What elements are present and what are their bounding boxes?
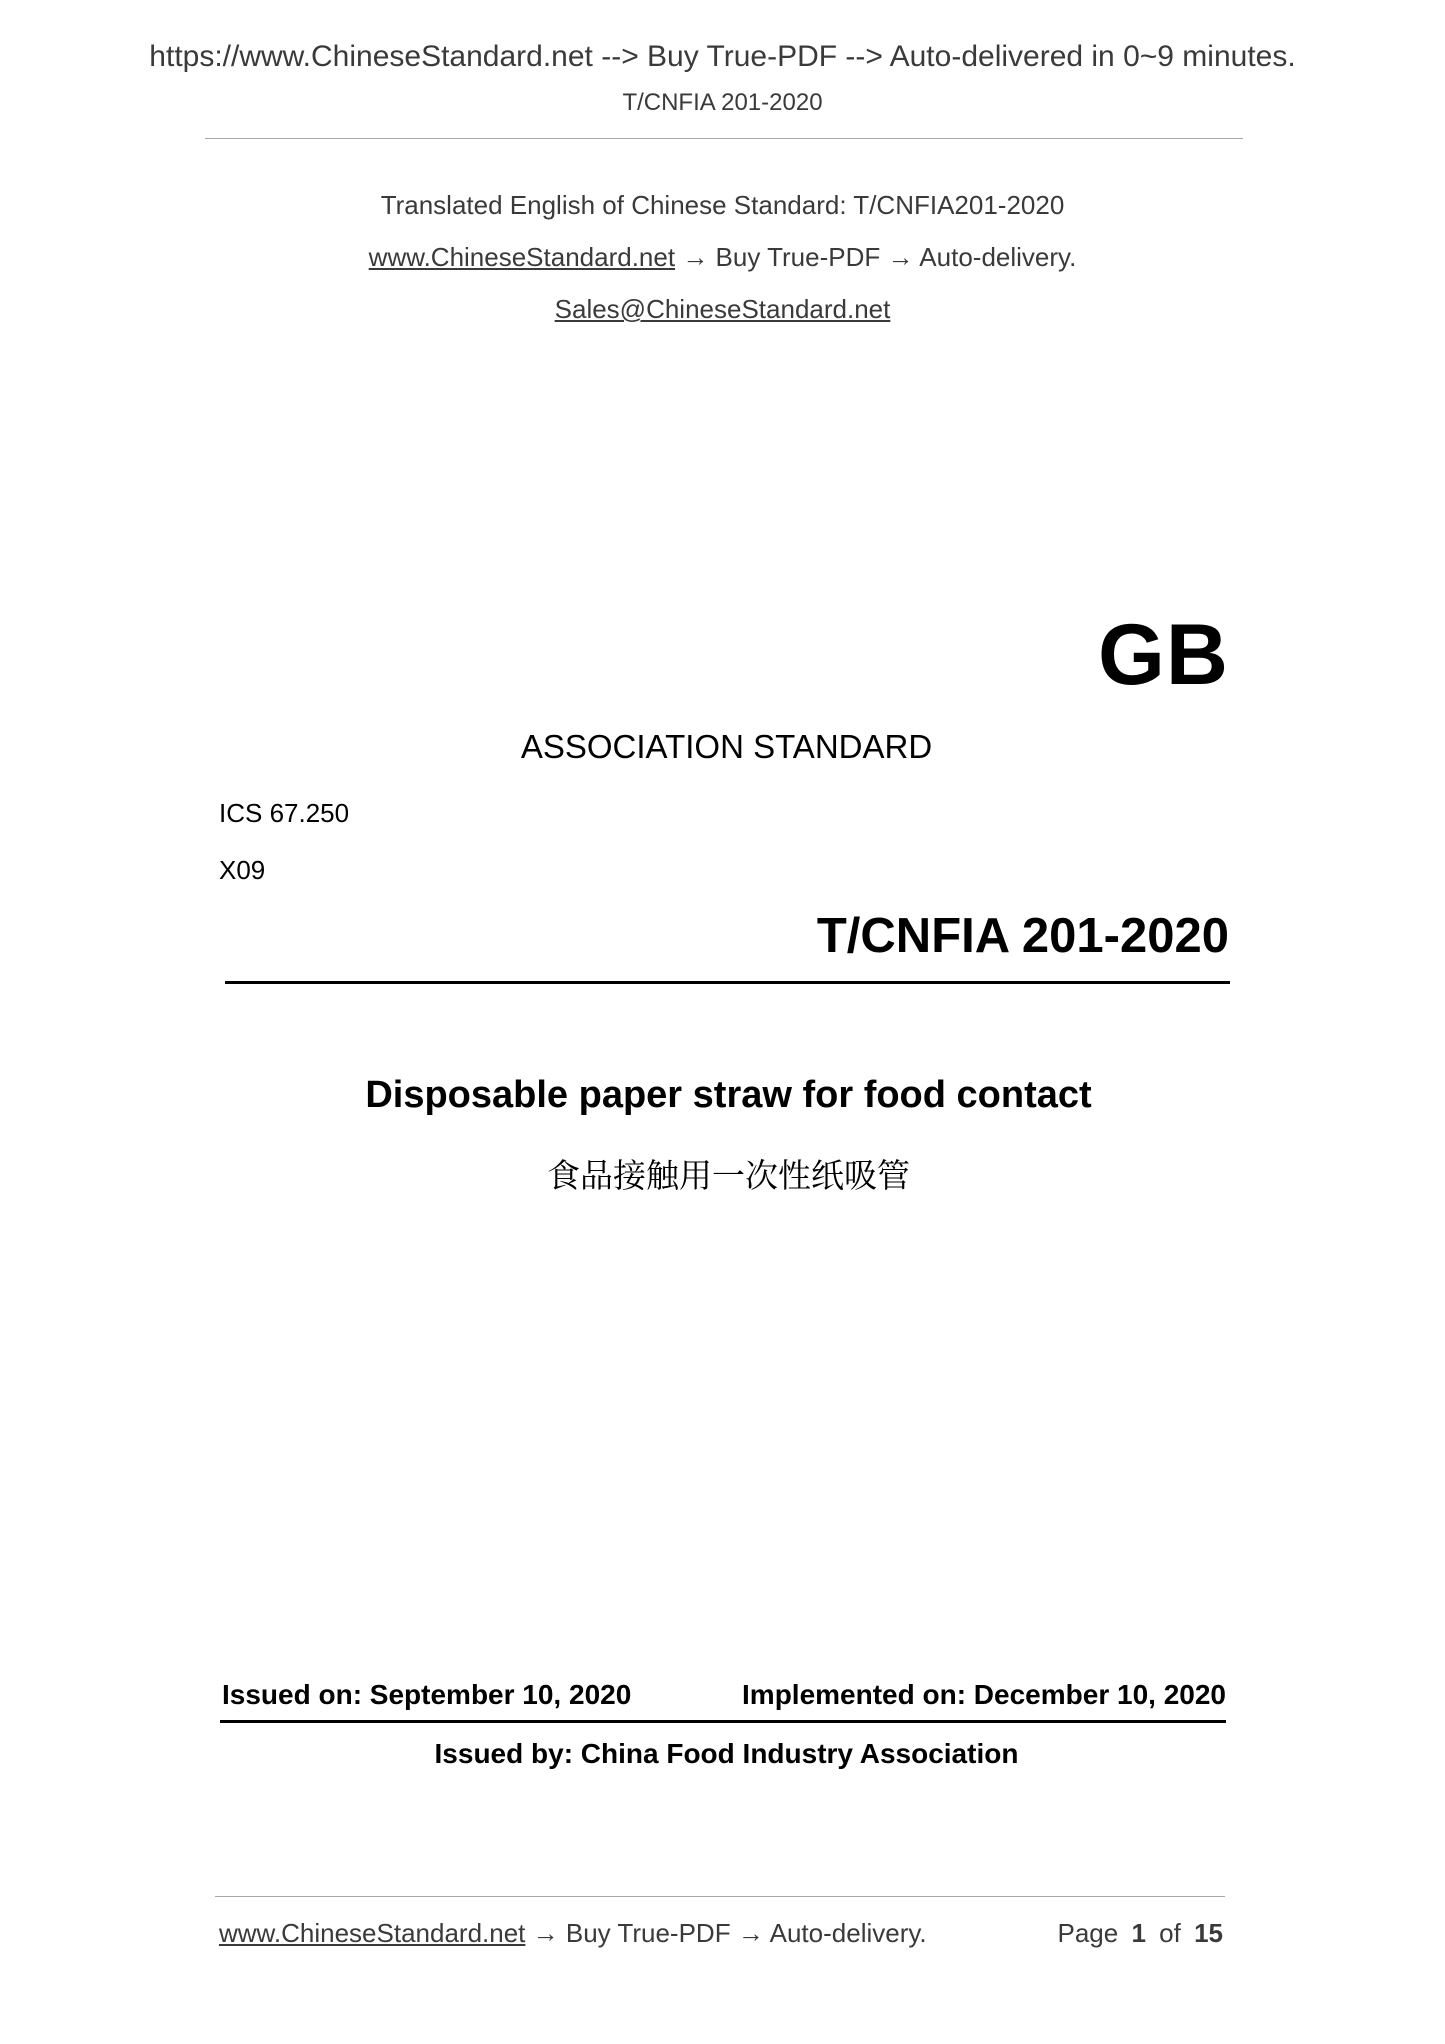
standard-number: T/CNFIA 201-2020 xyxy=(816,909,1229,963)
footer-site-link[interactable]: www.ChineseStandard.net xyxy=(219,1918,526,1948)
gb-mark: GB xyxy=(1098,607,1229,703)
arrow-right-icon: → xyxy=(532,1918,559,1948)
page-of: of xyxy=(1159,1918,1181,1948)
page-indicator xyxy=(1057,1918,1223,1949)
standard-number-rule xyxy=(225,981,1230,984)
buy-line xyxy=(0,242,1445,273)
arrow-right-icon: → xyxy=(887,242,914,272)
footer-buy-text: Buy True-PDF xyxy=(565,1918,731,1948)
issued-by: Issued by: China Food Industry Association xyxy=(434,1738,1019,1769)
ics-code: ICS 67.250 xyxy=(219,798,350,828)
title-cn: 食品接触用一次性纸吸管 xyxy=(547,1156,910,1195)
email-link[interactable]: Sales@ChineseStandard.net xyxy=(554,294,891,324)
site-link[interactable]: www.ChineseStandard.net xyxy=(368,242,676,272)
issued-on: Issued on: September 10, 2020 xyxy=(222,1679,632,1710)
delivery-text: Auto-delivery. xyxy=(919,242,1077,272)
arrow-right-icon: → xyxy=(737,1918,764,1948)
header-divider xyxy=(205,138,1243,139)
implemented-on: Implemented on: December 10, 2020 xyxy=(742,1679,1226,1710)
footer-buy-line xyxy=(219,1918,927,1949)
page-label: Page xyxy=(1057,1918,1119,1948)
page-total: 15 xyxy=(1194,1918,1223,1948)
header-doc-code: T/CNFIA 201-2020 xyxy=(622,89,823,116)
footer-delivery-text: Auto-delivery. xyxy=(769,1918,927,1948)
classification-code: X09 xyxy=(219,855,266,885)
email-line xyxy=(0,294,1445,325)
page-current: 1 xyxy=(1131,1918,1146,1948)
buy-text: Buy True-PDF xyxy=(715,242,881,272)
translation-notice: Translated English of Chinese Standard: T/CNFIA201-2020 xyxy=(380,190,1065,220)
standard-type: ASSOCIATION STANDARD xyxy=(520,728,933,765)
dates-rule xyxy=(220,1720,1226,1723)
footer-divider xyxy=(215,1896,1225,1897)
header-banner: https://www.ChineseStandard.net --> Buy True-PDF --> Auto-delivered in 0~9 minutes. xyxy=(149,40,1296,73)
title-en: Disposable paper straw for food contact xyxy=(365,1074,1092,1116)
arrow-right-icon: → xyxy=(682,242,709,272)
